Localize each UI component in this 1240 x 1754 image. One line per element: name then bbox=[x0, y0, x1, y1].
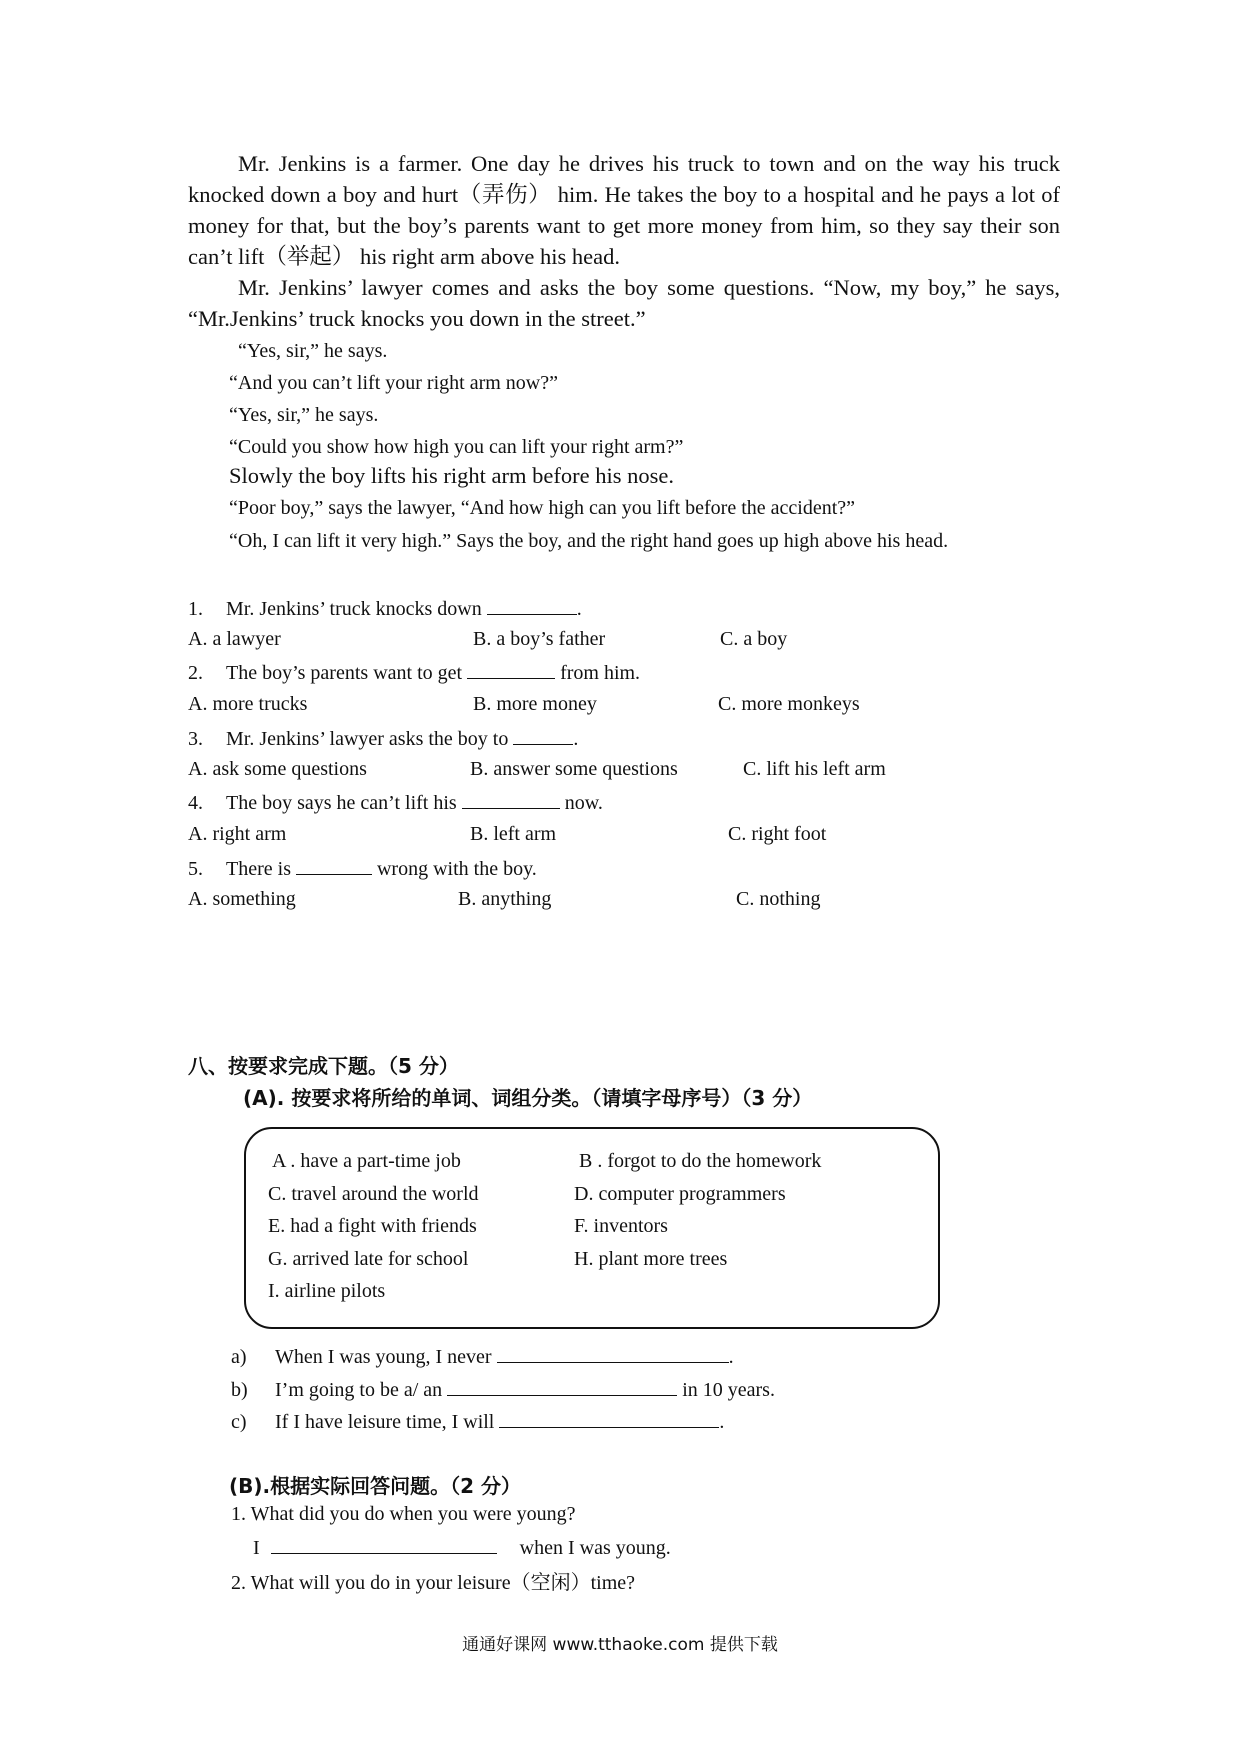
answer-blank[interactable] bbox=[271, 1535, 497, 1554]
question-3 bbox=[188, 726, 578, 751]
fill-a bbox=[231, 1344, 734, 1369]
part-b-answer-1 bbox=[253, 1535, 671, 1560]
fill-text: I’m going to be a/ an bbox=[275, 1379, 443, 1401]
dialogue-line-5: Slowly the boy lifts his right arm before his nose. bbox=[229, 463, 674, 488]
word-bank-item-f: F. inventors bbox=[574, 1215, 668, 1237]
fill-b bbox=[231, 1377, 775, 1402]
fill-text: When I was young, I never bbox=[275, 1346, 492, 1368]
fill-c bbox=[231, 1409, 724, 1434]
answer-end: when I was young. bbox=[519, 1537, 671, 1559]
answer-blank[interactable] bbox=[296, 856, 372, 875]
section-8-heading: 八、按要求完成下题。（5 分） bbox=[188, 1054, 459, 1078]
word-bank-item-e: E. had a fight with friends bbox=[268, 1215, 477, 1237]
option-5b: B. anything bbox=[458, 888, 552, 910]
footer-watermark: 通通好课网 www.tthaoke.com 提供下载 bbox=[462, 1635, 778, 1655]
passage-paragraph-1 bbox=[188, 148, 1060, 272]
question-text: The boy says he can’t lift his bbox=[226, 792, 457, 814]
question-text-end: . bbox=[576, 598, 582, 620]
option-3c: C. lift his left arm bbox=[743, 758, 886, 780]
option-1a: A. a lawyer bbox=[188, 628, 281, 650]
option-4a: A. right arm bbox=[188, 823, 287, 845]
question-text-end: now. bbox=[564, 792, 603, 814]
dialogue-line-7: “Oh, I can lift it very high.” Says the boy, and the right hand goes up high above his head. bbox=[229, 530, 949, 552]
question-number: 5. bbox=[188, 858, 203, 880]
passage-p2-text: Mr. Jenkins’ lawyer comes and asks the boy some questions. “Now, my boy,” he says, “Mr.Jenkins’ truck knocks you down in the street.” bbox=[188, 275, 1060, 331]
word-bank-item-i: I. airline pilots bbox=[268, 1280, 386, 1302]
answer-blank[interactable] bbox=[499, 1409, 719, 1428]
part-a-heading: (A). 按要求将所给的单词、词组分类。（请填字母序号）（3 分） bbox=[243, 1086, 813, 1110]
part-b-question-1: 1. What did you do when you were young? bbox=[231, 1503, 576, 1525]
question-text: Mr. Jenkins’ lawyer asks the boy to bbox=[226, 728, 509, 750]
answer-blank[interactable] bbox=[462, 790, 560, 809]
option-3b: B. answer some questions bbox=[470, 758, 678, 780]
option-1b: B. a boy’s father bbox=[473, 628, 606, 650]
question-1 bbox=[188, 596, 582, 621]
dialogue-line-1: “Yes, sir,” he says. bbox=[238, 340, 388, 362]
question-text: Mr. Jenkins’ truck knocks down bbox=[226, 598, 482, 620]
question-text-end: . bbox=[573, 728, 579, 750]
question-text: There is bbox=[226, 858, 291, 880]
question-text-end: wrong with the boy. bbox=[376, 858, 537, 880]
answer-blank[interactable] bbox=[513, 726, 573, 745]
passage-paragraph-2 bbox=[188, 272, 1060, 334]
answer-blank[interactable] bbox=[447, 1377, 677, 1396]
option-4b: B. left arm bbox=[470, 823, 557, 845]
word-bank-item-b: B . forgot to do the homework bbox=[579, 1150, 822, 1172]
part-b-heading: (B).根据实际回答问题。（2 分） bbox=[229, 1474, 522, 1498]
question-5 bbox=[188, 856, 537, 881]
answer-blank[interactable] bbox=[497, 1344, 729, 1363]
option-3a: A. ask some questions bbox=[188, 758, 367, 780]
fill-text-end: . bbox=[728, 1346, 734, 1368]
option-2c: C. more monkeys bbox=[718, 693, 860, 715]
part-b-question-2: 2. What will you do in your leisure（空闲）time? bbox=[231, 1572, 636, 1594]
option-1c: C. a boy bbox=[720, 628, 788, 650]
option-5c: C. nothing bbox=[736, 888, 821, 910]
word-bank-item-g: G. arrived late for school bbox=[268, 1248, 469, 1270]
passage-p1-text: Mr. Jenkins is a farmer. One day he drives his truck to town and on the way his truck knocked down a boy and hurt（弄伤） him. He takes the boy to a hospital and he pays a lot of money for that, but the boy’s parents want to get more money from him, so they say their son can’t lift（举起） his right arm above his head. bbox=[188, 151, 1060, 269]
word-bank-item-c: C. travel around the world bbox=[268, 1183, 479, 1205]
answer-blank[interactable] bbox=[487, 596, 577, 615]
question-text: The boy’s parents want to get bbox=[226, 662, 463, 684]
fill-text-end: in 10 years. bbox=[682, 1379, 775, 1401]
question-number: 1. bbox=[188, 598, 203, 620]
option-2a: A. more trucks bbox=[188, 693, 308, 715]
answer-start: I bbox=[253, 1537, 260, 1559]
option-2b: B. more money bbox=[473, 693, 597, 715]
dialogue-line-6: “Poor boy,” says the lawyer, “And how high can you lift before the accident?” bbox=[229, 497, 856, 519]
question-number: 3. bbox=[188, 728, 203, 750]
dialogue-line-4: “Could you show how high you can lift your right arm?” bbox=[229, 436, 684, 458]
fill-letter: b) bbox=[231, 1379, 248, 1401]
fill-text: If I have leisure time, I will bbox=[275, 1411, 495, 1433]
question-number: 4. bbox=[188, 792, 203, 814]
fill-letter: c) bbox=[231, 1411, 247, 1433]
question-number: 2. bbox=[188, 662, 203, 684]
question-4 bbox=[188, 790, 603, 815]
dialogue-line-2: “And you can’t lift your right arm now?” bbox=[229, 372, 558, 394]
answer-blank[interactable] bbox=[467, 660, 555, 679]
word-bank-item-d: D. computer programmers bbox=[574, 1183, 786, 1205]
question-text-end: from him. bbox=[560, 662, 641, 684]
option-4c: C. right foot bbox=[728, 823, 827, 845]
word-bank-item-h: H. plant more trees bbox=[574, 1248, 728, 1270]
fill-text-end: . bbox=[719, 1411, 725, 1433]
option-5a: A. something bbox=[188, 888, 296, 910]
dialogue-line-3: “Yes, sir,” he says. bbox=[229, 404, 379, 426]
fill-letter: a) bbox=[231, 1346, 247, 1368]
word-bank-item-a: A . have a part-time job bbox=[272, 1150, 461, 1172]
question-2 bbox=[188, 660, 640, 685]
